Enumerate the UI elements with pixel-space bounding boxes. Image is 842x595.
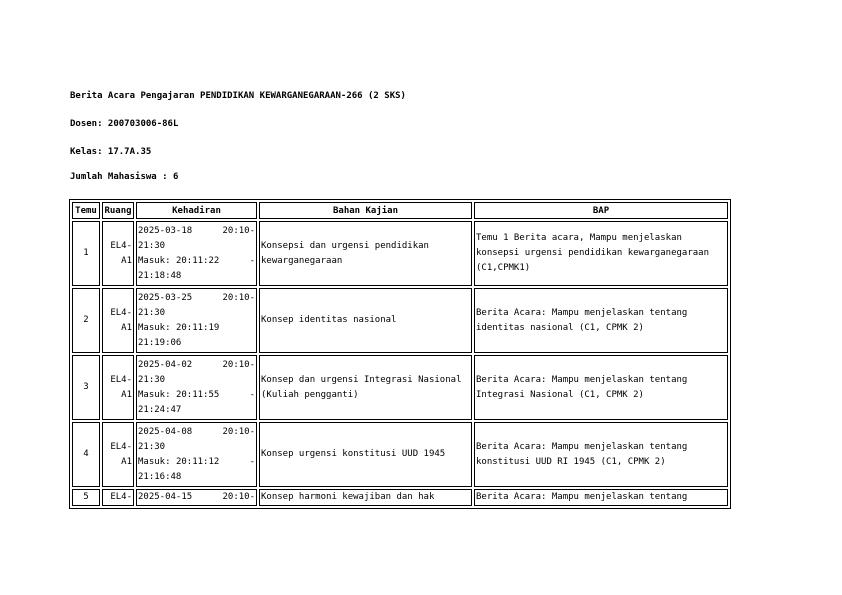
kelas-info: Kelas: 17.7A.35 <box>70 147 152 157</box>
ruang-building: EL4- <box>110 441 132 452</box>
kehadiran-time-start: 20:10- <box>222 292 255 303</box>
ruang-cell <box>102 355 134 420</box>
kehadiran-time-start: 20:10- <box>222 359 255 370</box>
ruang-room: A1 <box>121 389 132 400</box>
ruang-building: EL4- <box>110 492 132 502</box>
kehadiran-time-end: 21:30 <box>138 374 166 385</box>
kehadiran-cell <box>136 355 257 420</box>
kehadiran-masuk-label: Masuk: <box>138 322 171 333</box>
kehadiran-time-end: 21:30 <box>138 307 166 318</box>
column-header-kehadiran: Kehadiran <box>136 202 257 219</box>
kehadiran-cell <box>136 489 257 506</box>
ruang-building: EL4- <box>110 374 132 385</box>
temu-cell: 1 <box>72 221 100 286</box>
kehadiran-time-end: 21:30 <box>138 441 166 452</box>
kehadiran-dash: - <box>249 255 255 266</box>
bap-cell: Temu 1 Berita acara, Mampu menjelaskan konsepsi urgensi pendidikan kewarganegaraan (C1,CPMK1) <box>474 221 728 286</box>
bahan-kajian-cell: Konsepsi dan urgensi pendidikan kewarganegaraan <box>259 221 472 286</box>
kehadiran-date: 2025-03-18 <box>138 225 193 236</box>
kehadiran-date: 2025-03-25 <box>138 292 193 303</box>
ruang-building: EL4- <box>110 307 132 318</box>
bahan-kajian-cell: Konsep urgensi konstitusi UUD 1945 <box>259 422 472 487</box>
kehadiran-cell <box>136 288 257 353</box>
kehadiran-masuk-time: 20:11:19 <box>175 322 220 333</box>
ruang-cell <box>102 288 134 353</box>
ruang-building: EL4- <box>110 240 132 251</box>
bap-cell: Berita Acara: Mampu menjelaskan tentang Integrasi Nasional (C1, CPMK 2) <box>474 355 728 420</box>
kehadiran-dash: - <box>249 389 255 400</box>
bahan-kajian-cell: Konsep identitas nasional <box>259 288 472 353</box>
temu-cell: 2 <box>72 288 100 353</box>
temu-cell: 4 <box>72 422 100 487</box>
column-header-bap: BAP <box>474 202 728 219</box>
column-header-bahan-kajian: Bahan Kajian <box>259 202 472 219</box>
kehadiran-masuk-label: Masuk: <box>138 255 171 266</box>
kehadiran-keluar-time: 21:19:06 <box>138 337 182 348</box>
bahan-kajian-cell: Konsep harmoni kewajiban dan hak <box>259 489 472 506</box>
kehadiran-masuk-label: Masuk: <box>138 389 171 400</box>
column-header-ruang: Ruang <box>102 202 134 219</box>
temu-cell: 3 <box>72 355 100 420</box>
table-row <box>72 288 728 353</box>
bap-cell: Berita Acara: Mampu menjelaskan tentang identitas nasional (C1, CPMK 2) <box>474 288 728 353</box>
temu-cell: 5 <box>72 489 100 506</box>
ruang-room: A1 <box>121 322 132 333</box>
kehadiran-time-end: 21:30 <box>138 240 166 251</box>
dosen-info: Dosen: 200703006-86L <box>70 119 179 129</box>
jumlah-mahasiswa-info: Jumlah Mahasiswa : 6 <box>70 172 179 182</box>
kehadiran-time-start: 20:10- <box>222 225 255 236</box>
bahan-kajian-cell: Konsep dan urgensi Integrasi Nasional (Kuliah pengganti) <box>259 355 472 420</box>
column-header-temu: Temu <box>72 202 100 219</box>
kehadiran-date: 2025-04-02 <box>138 359 193 370</box>
table-row <box>72 355 728 420</box>
ruang-cell <box>102 422 134 487</box>
table-row <box>72 422 728 487</box>
kehadiran-keluar-time: 21:24:47 <box>138 404 182 415</box>
kehadiran-masuk-time: 20:11:55 <box>175 389 220 400</box>
kehadiran-cell <box>136 221 257 286</box>
kehadiran-date: 2025-04-15 <box>138 492 193 502</box>
kehadiran-keluar-time: 21:18:48 <box>138 270 182 281</box>
kehadiran-time-start: 20:10- <box>222 426 255 437</box>
kehadiran-date: 2025-04-08 <box>138 426 193 437</box>
kehadiran-keluar-time: 21:16:48 <box>138 471 182 482</box>
kehadiran-cell <box>136 422 257 487</box>
kehadiran-masuk-time: 20:11:12 <box>175 456 220 467</box>
ruang-room: A1 <box>121 456 132 467</box>
ruang-cell <box>102 489 134 506</box>
kehadiran-time-start: 20:10- <box>222 492 255 502</box>
kehadiran-masuk-time: 20:11:22 <box>175 255 220 266</box>
kehadiran-masuk-label: Masuk: <box>138 456 171 467</box>
table-header-row <box>72 202 728 219</box>
bap-cell: Berita Acara: Mampu menjelaskan tentang <box>474 489 728 506</box>
ruang-cell <box>102 221 134 286</box>
table-row <box>72 489 728 506</box>
table-row <box>72 221 728 286</box>
kehadiran-dash: - <box>249 456 255 467</box>
berita-acara-table <box>69 199 731 509</box>
document-title: Berita Acara Pengajaran PENDIDIKAN KEWARGANEGARAAN-266 (2 SKS) <box>70 91 406 101</box>
bap-cell: Berita Acara: Mampu menjelaskan tentang konstitusi UUD RI 1945 (C1, CPMK 2) <box>474 422 728 487</box>
ruang-room: A1 <box>121 255 132 266</box>
